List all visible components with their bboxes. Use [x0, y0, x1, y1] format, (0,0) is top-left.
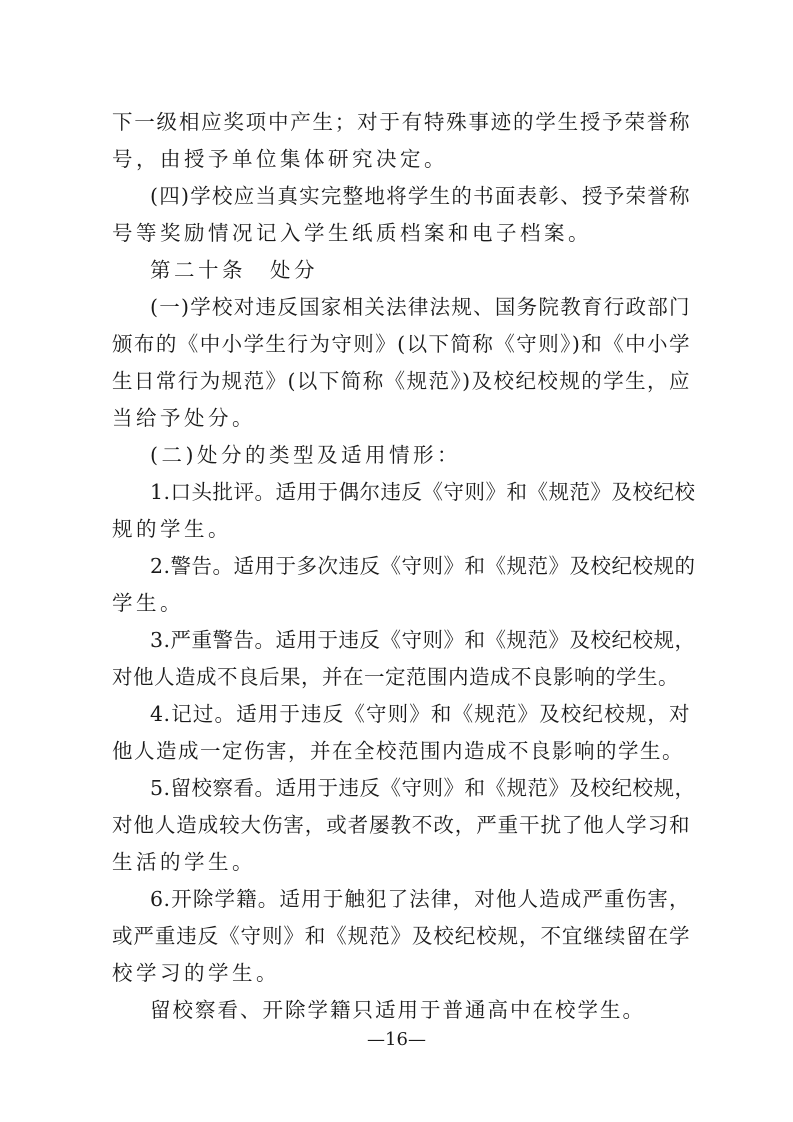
text-line: 对他人造成较大伤害，或者屡教不改，严重干扰了他人学习和 [112, 813, 690, 837]
text-line: 学生。 [112, 591, 184, 615]
text-line: 生活的学生。 [112, 850, 256, 874]
text-line: 5.留校察看。适用于违反《守则》和《规范》及校纪校规， [150, 776, 696, 800]
text-line: 颁布的《中小学生行为守则》(以下简称《守则》)和《中小学 [112, 332, 690, 356]
text-line: 留校察看、开除学籍只适用于普通高中在校学生。 [150, 998, 645, 1022]
text-line: 他人造成一定伤害，并在全校范围内造成不良影响的学生。 [112, 739, 684, 763]
text-line: 生日常行为规范》(以下简称《规范》)及校纪校规的学生，应 [112, 369, 690, 393]
text-line: 3.严重警告。适用于违反《守则》和《规范》及校纪校规， [150, 628, 696, 652]
text-line: 校学习的学生。 [112, 961, 280, 985]
text-line: (二)处分的类型及适用情形： [150, 443, 461, 467]
text-line: (一)学校对违反国家相关法律法规、国务院教育行政部门 [150, 295, 690, 319]
text-line: 对他人造成不良后果，并在一定范围内造成不良影响的学生。 [112, 665, 679, 689]
text-line: 当给予处分。 [112, 406, 256, 430]
text-line: 规的学生。 [112, 517, 232, 541]
text-line: 4.记过。适用于违反《守则》和《规范》及校纪校规，对 [150, 702, 690, 726]
page-number: —16— [367, 1029, 426, 1050]
text-line: 号，由授予单位集体研究决定。 [112, 147, 448, 171]
text-line: 或严重违反《守则》和《规范》及校纪校规，不宜继续留在学 [112, 924, 690, 948]
text-line: 2.警告。适用于多次违反《守则》和《规范》及校纪校规的 [150, 554, 696, 578]
text-line: 1.口头批评。适用于偶尔违反《守则》和《规范》及校纪校 [150, 480, 696, 504]
text-line: 6.开除学籍。适用于触犯了法律，对他人造成严重伤害， [150, 887, 690, 911]
text-line: 号等奖励情况记入学生纸质档案和电子档案。 [112, 221, 592, 245]
article-heading: 第二十条 处分 [150, 258, 318, 282]
text-line: (四)学校应当真实完整地将学生的书面表彰、授予荣誉称 [150, 184, 690, 208]
text-line: 下一级相应奖项中产生；对于有特殊事迹的学生授予荣誉称 [112, 110, 690, 134]
